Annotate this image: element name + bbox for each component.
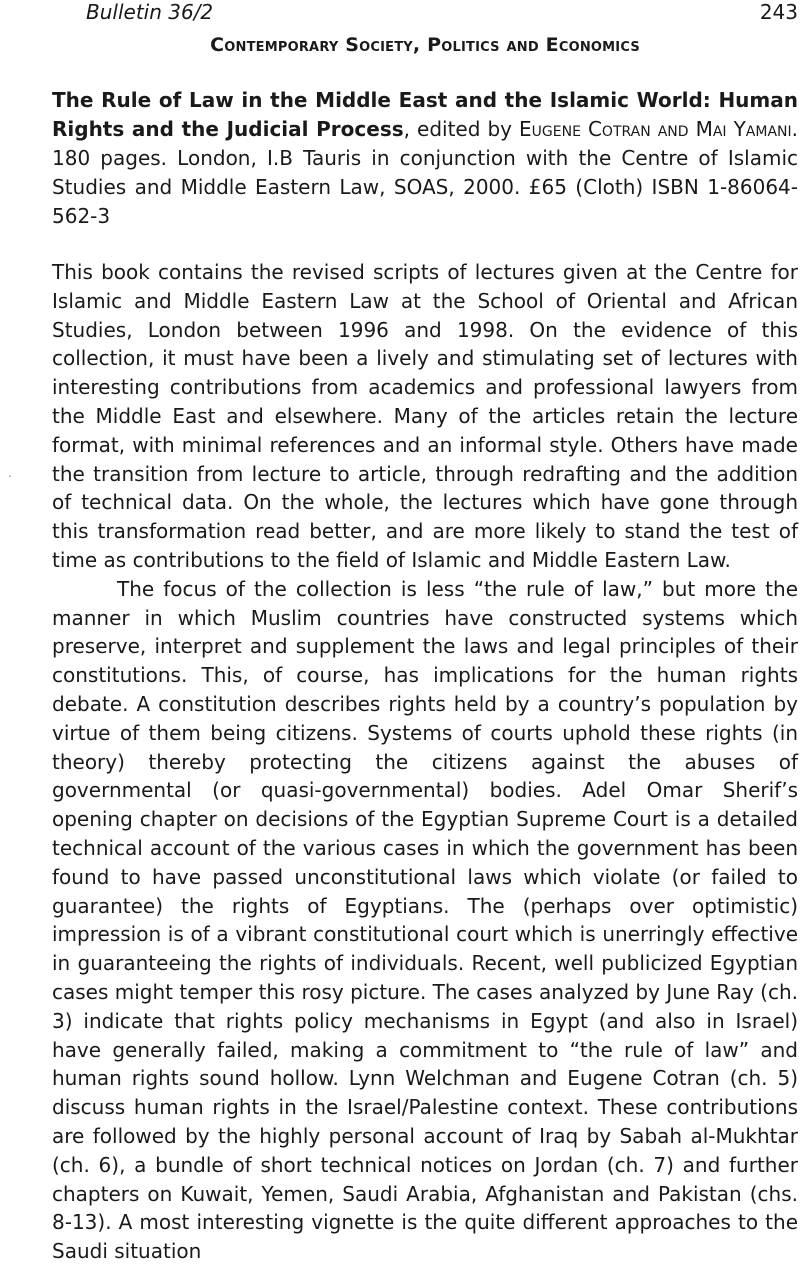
review-paragraph-1: This book contains the revised scripts of lectures given at the Centre for Islamic and Middle Eastern Law at the School of Oriental and African Studies, London between 1996 and 1998. On the evidence of this collection, it must have been a lively and stimulating set of lectures with interesting contributions from academics and professional lawyers from the Middle East and elsewhere. Many of the articles retain the lecture format, with minimal references and an informal style. Others have made the transition from lecture to article, through redrafting and the addition of technical data. On the whole, the lectures which have gone through this transformation read better, and are more likely to stand the test of time as contributions to the field of Islamic and Middle Eastern Law. <box>52 260 798 572</box>
margin-mark: . <box>8 466 12 480</box>
running-head <box>52 0 798 30</box>
publication-details: . 180 pages. London, I.B Tauris in conjunction with the Centre of Islamic Studies and Middle Eastern Law, SOAS, 2000. £65 (Cloth) ISBN 1-86064-562-3 <box>52 117 798 228</box>
journal-issue: Bulletin 36/2 <box>86 0 214 24</box>
review-body <box>52 258 798 1266</box>
journal-page <box>52 0 798 1266</box>
page-number: 243 <box>759 0 798 24</box>
book-title: The Rule of Law in the Middle East and the Islamic World: Human Rights and the Judicial Process <box>52 88 798 141</box>
book-citation <box>52 86 798 231</box>
edited-by-text: , edited by <box>403 117 520 141</box>
book-editors: Eugene Cotran and Mai Yamani <box>519 117 792 141</box>
review-paragraph-2: The focus of the collection is less “the rule of law,” but more the manner in which Muslim countries have constructed systems which preserve, interpret and supplement the laws and legal principles of their constitutions. This, of course, has implications for the human rights debate. A constitution describes rights held by a country’s population by virtue of them being citizens. Systems of courts uphold these rights (in theory) thereby protecting the citizens against the abuses of governmental (or quasi-governmental) bodies. Adel Omar Sherif’s opening chapter on decisions of the Egyptian Supreme Court is a detailed technical account of the various cases in which the government has been found to have passed unconstitutional laws which violate (or failed to guarantee) the rights of Egyptians. The (perhaps over optimistic) impression is of a vibrant constitutional court which is unerringly effective in guaranteeing the rights of individuals. Recent, well publicized Egyptian cases might temper this rosy picture. The cases analyzed by June Ray (ch. 3) indicate that rights policy mechanisms in Egypt (and also in Israel) have generally failed, making a commitment to “the rule of law” and human rights sound hollow. Lynn Welchman and Eugene Cotran (ch. 5) discuss human rights in the Israel/Palestine context. These contributions are followed by the highly personal account of Iraq by Sabah al-Mukhtar (ch. 6), a bundle of short technical notices on Jordan (ch. 7) and further chapters on Kuwait, Yemen, Saudi Arabia, Afghanistan and Pakistan (chs. 8-13). A most interesting vignette is the quite different approaches to the Saudi situation <box>52 576 798 1264</box>
section-heading: Contemporary Society, Politics and Economics <box>210 34 640 56</box>
